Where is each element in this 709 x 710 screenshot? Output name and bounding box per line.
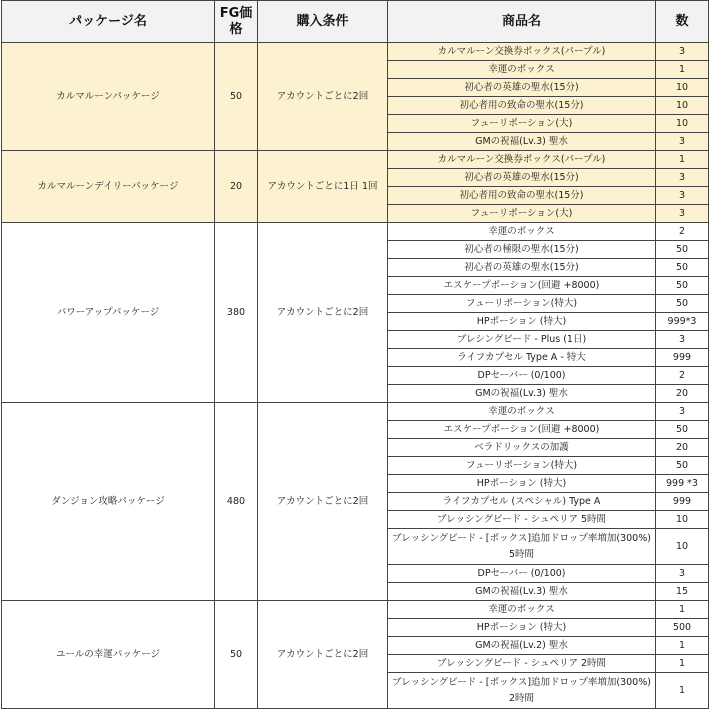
quantity-cell: 10 xyxy=(656,511,709,529)
product-name-cell: DPセーバー (0/100) xyxy=(388,565,656,583)
product-name-cell: 初心者の英雄の聖水(15分) xyxy=(388,259,656,277)
product-name-cell: フューリポーション(特大) xyxy=(388,457,656,475)
quantity-cell: 3 xyxy=(656,43,709,61)
product-name-cell: GMの祝福(Lv.2) 聖水 xyxy=(388,637,656,655)
quantity-cell: 3 xyxy=(656,169,709,187)
fg-price-cell: 380 xyxy=(215,223,258,403)
quantity-cell: 20 xyxy=(656,439,709,457)
condition-cell: アカウントごとに2回 xyxy=(258,403,388,601)
table-row xyxy=(2,403,709,421)
product-name-cell: ライフカプセル Type A - 特大 xyxy=(388,349,656,367)
package-name-cell: パワーアップパッケージ xyxy=(2,223,215,403)
table-row xyxy=(2,601,709,619)
package-table xyxy=(1,0,709,709)
product-name-cell: ベラドリックスの加護 xyxy=(388,439,656,457)
fg-price-cell: 50 xyxy=(215,601,258,709)
package-name-cell: カルマルーンパッケージ xyxy=(2,43,215,151)
product-name-cell: 初心者用の致命の聖水(15分) xyxy=(388,187,656,205)
header-package-name: パッケージ名 xyxy=(2,1,215,43)
product-name-cell: HPポーション (特大) xyxy=(388,475,656,493)
product-name-cell: HPポーション (特大) xyxy=(388,619,656,637)
product-name-cell: ブレッシングビード - [ボックス]追加ドロップ率増加(300%) 2時間 xyxy=(388,673,656,709)
quantity-cell: 10 xyxy=(656,115,709,133)
quantity-cell: 50 xyxy=(656,277,709,295)
quantity-cell: 3 xyxy=(656,403,709,421)
package-name-cell: カルマルーンデイリーパッケージ xyxy=(2,151,215,223)
quantity-cell: 1 xyxy=(656,673,709,709)
quantity-cell: 50 xyxy=(656,259,709,277)
product-name-cell: 初心者用の致命の聖水(15分) xyxy=(388,97,656,115)
fg-price-cell: 20 xyxy=(215,151,258,223)
header-fg-price: FG価格 xyxy=(215,1,258,43)
table-body xyxy=(2,43,709,709)
header-row xyxy=(2,1,709,43)
quantity-cell: 500 xyxy=(656,619,709,637)
quantity-cell: 50 xyxy=(656,457,709,475)
quantity-cell: 3 xyxy=(656,133,709,151)
product-name-cell: ブレシングビード - Plus (1日) xyxy=(388,331,656,349)
quantity-cell: 1 xyxy=(656,637,709,655)
quantity-cell: 10 xyxy=(656,79,709,97)
product-name-cell: フューリポーション(大) xyxy=(388,205,656,223)
condition-cell: アカウントごとに2回 xyxy=(258,223,388,403)
product-name-cell: 幸運のボックス xyxy=(388,223,656,241)
quantity-cell: 3 xyxy=(656,331,709,349)
quantity-cell: 15 xyxy=(656,583,709,601)
quantity-cell: 20 xyxy=(656,385,709,403)
quantity-cell: 1 xyxy=(656,601,709,619)
quantity-cell: 3 xyxy=(656,187,709,205)
header-product-name: 商品名 xyxy=(388,1,656,43)
product-name-cell: 初心者の英雄の聖水(15分) xyxy=(388,169,656,187)
product-name-cell: ブレッシングビード - [ボックス]追加ドロップ率増加(300%) 5時間 xyxy=(388,529,656,565)
fg-price-cell: 50 xyxy=(215,43,258,151)
product-name-cell: ブレッシングビード - シュペリア 2時間 xyxy=(388,655,656,673)
product-name-cell: 幸運のボックス xyxy=(388,61,656,79)
condition-cell: アカウントごとに2回 xyxy=(258,43,388,151)
quantity-cell: 10 xyxy=(656,97,709,115)
product-name-cell: DPセーバー (0/100) xyxy=(388,367,656,385)
product-name-cell: エスケープポーション(回避 +8000) xyxy=(388,277,656,295)
quantity-cell: 50 xyxy=(656,241,709,259)
product-name-cell: カルマルーン交換券ボックス(パープル) xyxy=(388,151,656,169)
quantity-cell: 50 xyxy=(656,295,709,313)
product-name-cell: フューリポーション(特大) xyxy=(388,295,656,313)
header-quantity: 数 xyxy=(656,1,709,43)
product-name-cell: 幸運のボックス xyxy=(388,403,656,421)
header-condition: 購入条件 xyxy=(258,1,388,43)
quantity-cell: 3 xyxy=(656,205,709,223)
quantity-cell: 1 xyxy=(656,61,709,79)
table-row xyxy=(2,151,709,169)
package-name-cell: ユールの幸運パッケージ xyxy=(2,601,215,709)
product-name-cell: 初心者の極限の聖水(15分) xyxy=(388,241,656,259)
table-row xyxy=(2,223,709,241)
product-name-cell: カルマルーン交換券ボックス(パープル) xyxy=(388,43,656,61)
quantity-cell: 999 xyxy=(656,349,709,367)
product-name-cell: エスケープポーション(回避 +8000) xyxy=(388,421,656,439)
product-name-cell: 初心者の英雄の聖水(15分) xyxy=(388,79,656,97)
quantity-cell: 3 xyxy=(656,565,709,583)
product-name-cell: GMの祝福(Lv.3) 聖水 xyxy=(388,133,656,151)
quantity-cell: 10 xyxy=(656,529,709,565)
quantity-cell: 1 xyxy=(656,655,709,673)
product-name-cell: フューリポーション(大) xyxy=(388,115,656,133)
quantity-cell: 999 xyxy=(656,493,709,511)
package-name-cell: ダンジョン攻略パッケージ xyxy=(2,403,215,601)
product-name-cell: HPポーション (特大) xyxy=(388,313,656,331)
table-row xyxy=(2,43,709,61)
quantity-cell: 999 *3 xyxy=(656,475,709,493)
product-name-cell: ブレッシングビード - シュペリア 5時間 xyxy=(388,511,656,529)
product-name-cell: GMの祝福(Lv.3) 聖水 xyxy=(388,583,656,601)
quantity-cell: 2 xyxy=(656,223,709,241)
quantity-cell: 999*3 xyxy=(656,313,709,331)
condition-cell: アカウントごとに1日 1回 xyxy=(258,151,388,223)
quantity-cell: 2 xyxy=(656,367,709,385)
fg-price-cell: 480 xyxy=(215,403,258,601)
quantity-cell: 50 xyxy=(656,421,709,439)
quantity-cell: 1 xyxy=(656,151,709,169)
product-name-cell: ライフカプセル (スペシャル) Type A xyxy=(388,493,656,511)
product-name-cell: GMの祝福(Lv.3) 聖水 xyxy=(388,385,656,403)
product-name-cell: 幸運のボックス xyxy=(388,601,656,619)
condition-cell: アカウントごとに2回 xyxy=(258,601,388,709)
